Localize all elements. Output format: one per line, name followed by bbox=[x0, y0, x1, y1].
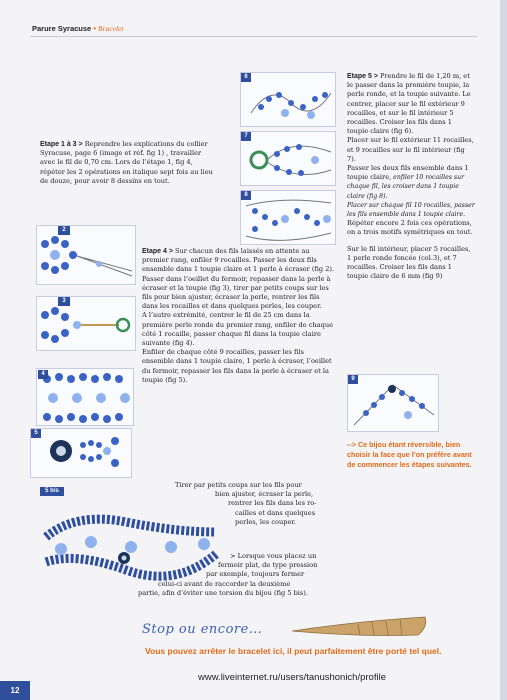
figure-9-label: 9 bbox=[348, 375, 358, 384]
header-separator: • bbox=[93, 24, 96, 33]
header-rule bbox=[30, 36, 477, 37]
figure-7 bbox=[240, 131, 336, 186]
stop-here-note: Vous pouvez arrêter le bracelet ici, il peut parfaitement être porté tel quel. bbox=[145, 646, 442, 656]
step4-p5a: Tirer par petits coups sur les fils pour bbox=[175, 481, 302, 489]
figure-4-illustration bbox=[37, 369, 134, 426]
step5-p4-italic: Placer sur chaque fil 10 rocailles, passer les fils ensemble dans 1 toupie claire. bbox=[347, 201, 475, 219]
figure-9 bbox=[347, 374, 439, 432]
figure-8-illustration bbox=[241, 191, 336, 245]
note-l2: fermoir plat, de type pression bbox=[218, 561, 318, 570]
figure-6-illustration bbox=[241, 73, 336, 127]
header-subtitle: Bracelet bbox=[98, 24, 124, 33]
page-header bbox=[32, 24, 123, 33]
figure-4 bbox=[36, 368, 134, 426]
figure-5-label: 5 bbox=[31, 429, 41, 438]
figure-5bis-label: 5 bis bbox=[40, 487, 64, 496]
stop-heading: Stop ou encore… bbox=[142, 622, 263, 637]
figure-6 bbox=[240, 72, 336, 127]
reversible-tip: --> Ce bijou étant réversible, bien choisir la face que l’on préfère avant de commencer les étapes suivantes. bbox=[347, 440, 472, 469]
header-title: Parure Syracuse bbox=[32, 24, 92, 33]
figure-2-label: 2 bbox=[58, 226, 70, 235]
step5-text bbox=[347, 72, 475, 281]
figure-5bis bbox=[36, 492, 222, 594]
step5-p3: Passer les deux fils ensemble dans 1 toupie claire, bbox=[347, 164, 469, 182]
note-l1: > Lorsque vous placez un bbox=[230, 552, 317, 560]
figure-8 bbox=[240, 190, 336, 245]
figure-6-label: 6 bbox=[241, 73, 251, 82]
step5-p5: Sur le fil intérieur, placer 5 rocailles, 1 perle ronde foncée (col.3), et 7 rocailles. Croiser les fils dans 1 toupie claire de 6 mm (fig 9) bbox=[347, 244, 471, 281]
step4-p4: Enfiler de chaque côté 9 rocailles, passer les fils ensemble dans 1 toupie claire, 1 perle à écraser, l’oeillet du fermoir, repasser les fils dans la perle à écraser et la toupie (fig 5). bbox=[142, 348, 332, 384]
page-edge-stripe bbox=[500, 0, 507, 700]
step4-p5c: rentrer les fils dans les ro- bbox=[228, 499, 317, 508]
step5-p3-italic: enfiler 10 rocailles sur chaque fil, les croiser dans 1 toupie claire (fig 8). bbox=[347, 174, 465, 200]
page-number: 12 bbox=[0, 681, 30, 700]
step5-p2: Placer sur le fil extérieur 11 rocailles, et 9 rocailles sur le fil intérieur (fig 7). bbox=[347, 136, 474, 163]
figure-5-illustration bbox=[31, 429, 132, 478]
intro-body: Reprendre les explications du collier Syracuse, page 6 (image et réf. fig 1) , travailler avec le fil de 0,70 cm. Lors de l’étape 1, fig 4, répéter les 2 opérations en italique sept fois au lieu de douze, pour avoir 8 dessins en tout. bbox=[40, 140, 213, 185]
step5-p1: Prendre le fil de 1,20 m, et le passer dans la première toupie, la perle ronde, et la toupie suivante. Le centrer, placer sur le fil extérieur 9 rocailles, et sur le fil intérieur 5 rocailles. Croiser les fils dans 1 toupie claire (fig 6). bbox=[347, 72, 471, 136]
figure-2 bbox=[36, 225, 136, 285]
figure-3-illustration bbox=[37, 297, 136, 351]
figure-7-illustration bbox=[241, 132, 336, 186]
figure-2-illustration bbox=[37, 226, 136, 285]
step4-p1: Sur chacun des fils laissés en attente au premier rang, enfiler 9 rocailles. Passer les deux fils ensemble dans 1 toupie claire et 1 perle à écraser (fig 2). bbox=[142, 247, 335, 274]
figure-9-illustration bbox=[348, 375, 439, 432]
step4-p2: Passer dans l’oeillet du fermoir, repasser dans la perle à écraser et la toupie (fig 3), tirer par petits coups sur les fils pour bien ajuster, écraser la perle, rentrer les fils dans les rocailles et dans quelques perles, les couper. bbox=[142, 274, 331, 311]
figure-5 bbox=[30, 428, 132, 478]
intro-heading: Etape 1 à 3 > bbox=[40, 141, 83, 148]
intro-text bbox=[40, 140, 215, 186]
bracelet-illustration bbox=[36, 492, 222, 594]
figure-3-label: 3 bbox=[58, 297, 70, 306]
note-l3: par exemple, toujours fermer bbox=[206, 570, 305, 579]
figure-7-label: 7 bbox=[241, 132, 251, 141]
figure-8-label: 8 bbox=[241, 191, 251, 200]
step4-p5b: bien ajuster, écraser la perle, bbox=[215, 490, 314, 499]
step4-p5d: cailles et dans quelques bbox=[235, 508, 316, 517]
note-l5: partie, afin d’éviter une torsion du bijou (fig 5 bis). bbox=[138, 588, 308, 597]
step4-text bbox=[142, 247, 335, 385]
step4-p5e: perles, les couper. bbox=[235, 517, 296, 526]
step5-p4: Répéter encore 2 fois ces opérations, on a trois motifs symétriques en tout. bbox=[347, 219, 473, 237]
watermark-url: www.liveinternet.ru/users/tanushonich/profile bbox=[198, 672, 386, 683]
seashell-icon bbox=[290, 613, 430, 643]
figure-4-label: 4 bbox=[38, 370, 48, 379]
step5-heading: Etape 5 > bbox=[347, 73, 378, 80]
figure-3 bbox=[36, 296, 136, 351]
step4-heading: Etape 4 > bbox=[142, 248, 173, 255]
step4-p3: A l’autre extrémité, centrer le fil de 25 cm dans la première perle ronde du premier rang, enfiler de chaque côté 1 rocaille, passer chaque fil dans la toupie claire suivante (fig 4). bbox=[142, 311, 334, 348]
note-l4: celui-ci avant de raccorder la deuxième bbox=[158, 579, 291, 588]
